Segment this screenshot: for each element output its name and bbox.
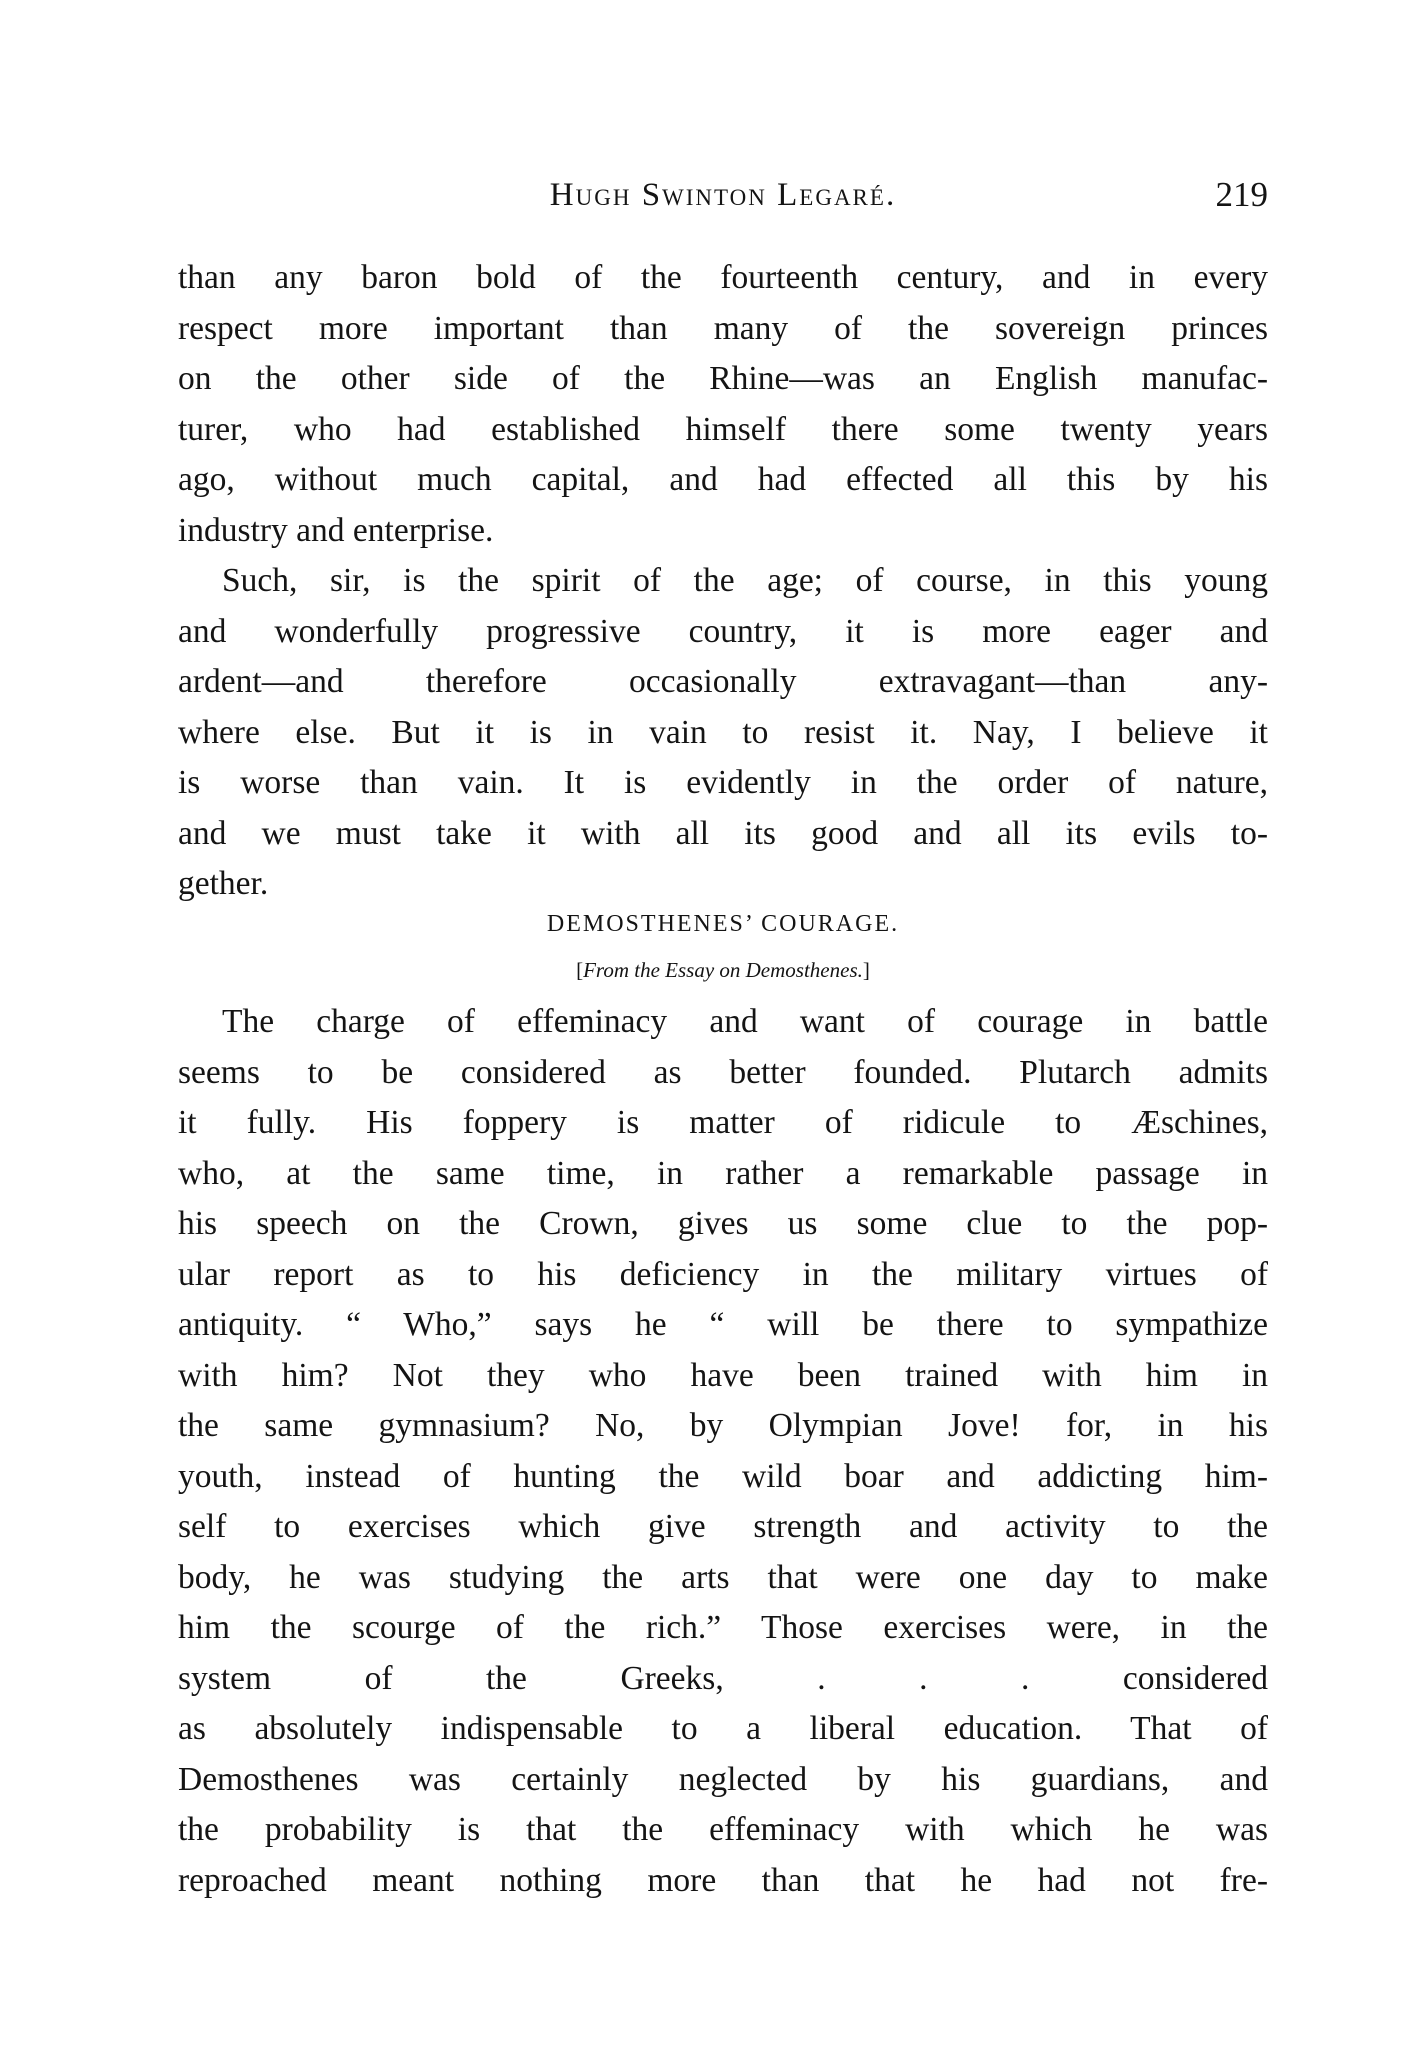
text-line: and wonderfully progressive country, it is more eager and <box>178 612 1268 650</box>
text-line: and we must take it with all its good and all its evils to- <box>178 814 1268 852</box>
text-line: ular report as to his deficiency in the military virtues of <box>178 1255 1268 1293</box>
section-source <box>178 950 1268 990</box>
text-line: where else. But it is in vain to resist it. Nay, I believe it <box>178 713 1268 751</box>
running-head: Hugh Swinton Legaré. <box>549 177 897 213</box>
text-line: seems to be considered as better founded. Plutarch admits <box>178 1053 1268 1091</box>
text-line: than any baron bold of the fourteenth century, and in every <box>178 259 1268 296</box>
source-bracket-open: [ <box>576 958 584 982</box>
text-line: him the scourge of the rich.” Those exercises were, in the <box>178 1609 1268 1646</box>
paragraph-1 <box>178 253 1268 556</box>
section-title: DEMOSTHENES’ COURAGE. <box>546 911 900 937</box>
text-line: the same gymnasium? No, by Olympian Jove! for, in his <box>178 1407 1268 1444</box>
source-bracket-close: ] <box>862 958 870 982</box>
text-line: as absolutely indispensable to a liberal education. That of <box>178 1710 1268 1747</box>
text-line: antiquity. “ Who,” says he “ will be there to sympathize <box>178 1306 1268 1343</box>
text-line: self to exercises which give strength and activity to the <box>178 1508 1268 1545</box>
text-line: the probability is that the effeminacy with which he was <box>178 1811 1268 1848</box>
text-line: youth, instead of hunting the wild boar and addicting him- <box>178 1457 1268 1495</box>
text-line: with him? Not they who have been trained with him in <box>178 1356 1268 1394</box>
text-line: The charge of effeminacy and want of courage in battle <box>222 1003 1268 1040</box>
page-number: 219 <box>1215 175 1268 214</box>
text-line: gether. <box>178 865 269 902</box>
text-line: body, he was studying the arts that were one day to make <box>178 1558 1268 1596</box>
paragraph-2 <box>178 556 1268 910</box>
page-header <box>178 165 1268 225</box>
text-line: respect more important than many of the sovereign princes <box>178 309 1268 347</box>
text-line: industry and enterprise. <box>178 511 494 549</box>
text-line: Such, sir, is the spirit of the age; of course, in this young <box>222 562 1268 599</box>
text-line: is worse than vain. It is evidently in the order of nature, <box>178 764 1268 801</box>
text-line: on the other side of the Rhine—was an English manufac- <box>178 360 1268 397</box>
text-line: system of the Greeks, . . . considered <box>178 1659 1268 1697</box>
paragraph-3 <box>178 997 1268 1906</box>
source-citation: From the Essay on Demosthenes. <box>583 958 863 982</box>
text-line: ago, without much capital, and had effected all this by his <box>178 461 1268 498</box>
text-line: ardent—and therefore occasionally extravagant—than any- <box>178 663 1268 700</box>
text-line: it fully. His foppery is matter of ridicule to Æschines, <box>178 1104 1268 1141</box>
text-line: his speech on the Crown, gives us some clue to the pop- <box>178 1205 1268 1242</box>
text-line: who, at the same time, in rather a remarkable passage in <box>178 1154 1268 1192</box>
text-line: reproached meant nothing more than that he had not fre- <box>178 1861 1268 1899</box>
text-line: turer, who had established himself there some twenty years <box>178 410 1268 448</box>
text-line: Demosthenes was certainly neglected by his guardians, and <box>178 1760 1268 1798</box>
